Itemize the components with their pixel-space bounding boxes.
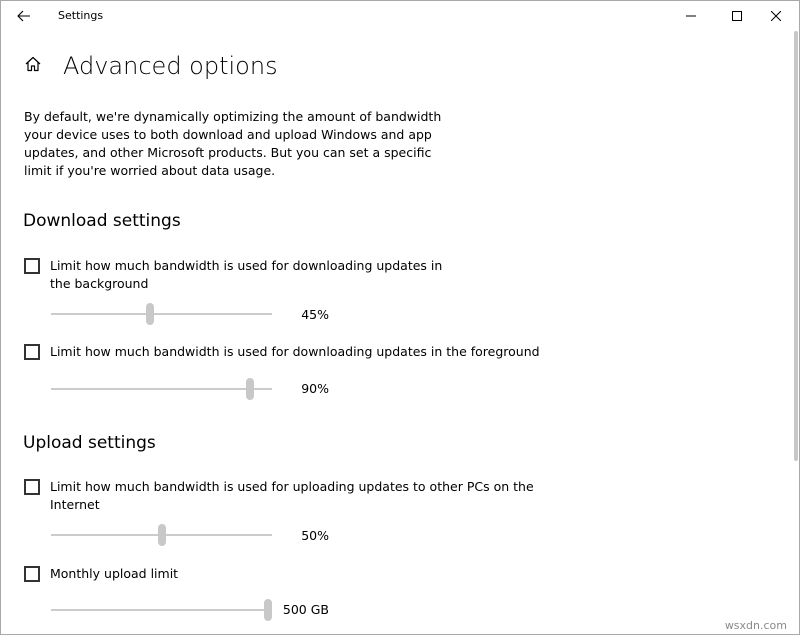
foreground-download-slider[interactable]: [51, 378, 272, 400]
monthly-upload-value: 500 GB: [282, 602, 329, 617]
download-settings-heading: Download settings: [23, 211, 181, 231]
background-download-option: [24, 257, 464, 293]
description-text: By default, we're dynamically optimizing the amount of bandwidth your device uses to both download and upload Windows and app updates, and other Microsoft products. But you can set a specific limit if you're worried about data usage.: [24, 109, 442, 178]
slider-thumb[interactable]: [246, 378, 254, 400]
slider-track: [51, 313, 272, 315]
foreground-download-option: [24, 343, 584, 361]
monthly-upload-slider[interactable]: [51, 599, 272, 621]
back-button[interactable]: [10, 4, 38, 28]
monthly-upload-label: Monthly upload limit: [50, 566, 179, 581]
slider-thumb[interactable]: [146, 303, 154, 325]
upload-other-pcs-checkbox[interactable]: [24, 479, 40, 495]
upload-other-pcs-value: 50%: [301, 528, 329, 543]
close-button[interactable]: [753, 1, 799, 31]
maximize-icon: [732, 11, 742, 21]
vertical-scrollbar[interactable]: [794, 31, 798, 461]
background-download-checkbox[interactable]: [24, 258, 40, 274]
foreground-download-value: 90%: [301, 381, 329, 396]
arrow-left-icon: [17, 10, 31, 22]
slider-track: [51, 388, 272, 390]
page-title: Advanced options: [63, 52, 278, 80]
slider-thumb[interactable]: [158, 524, 166, 546]
minimize-icon: [686, 11, 696, 21]
home-button[interactable]: [22, 53, 44, 75]
background-download-label: Limit how much bandwidth is used for downloading updates in the background: [50, 258, 443, 291]
upload-other-pcs-label: Limit how much bandwidth is used for uploading updates to other PCs on the Internet: [50, 479, 534, 512]
background-download-value: 45%: [301, 307, 329, 322]
background-download-slider[interactable]: [51, 303, 272, 325]
watermark: wsxdn.com: [724, 619, 787, 632]
monthly-upload-option: [24, 565, 324, 583]
home-icon: [24, 55, 42, 73]
upload-other-pcs-slider[interactable]: [51, 524, 272, 546]
monthly-upload-checkbox[interactable]: [24, 566, 40, 582]
foreground-download-label: Limit how much bandwidth is used for downloading updates in the foreground: [50, 344, 540, 359]
upload-other-pcs-option: [24, 478, 544, 514]
title-bar: [1, 1, 799, 31]
window-title: Settings: [58, 9, 104, 22]
upload-settings-heading: Upload settings: [23, 433, 156, 453]
slider-track: [51, 609, 272, 611]
foreground-download-checkbox[interactable]: [24, 344, 40, 360]
close-icon: [771, 11, 781, 21]
page-header: [22, 53, 44, 75]
minimize-button[interactable]: [668, 1, 714, 31]
